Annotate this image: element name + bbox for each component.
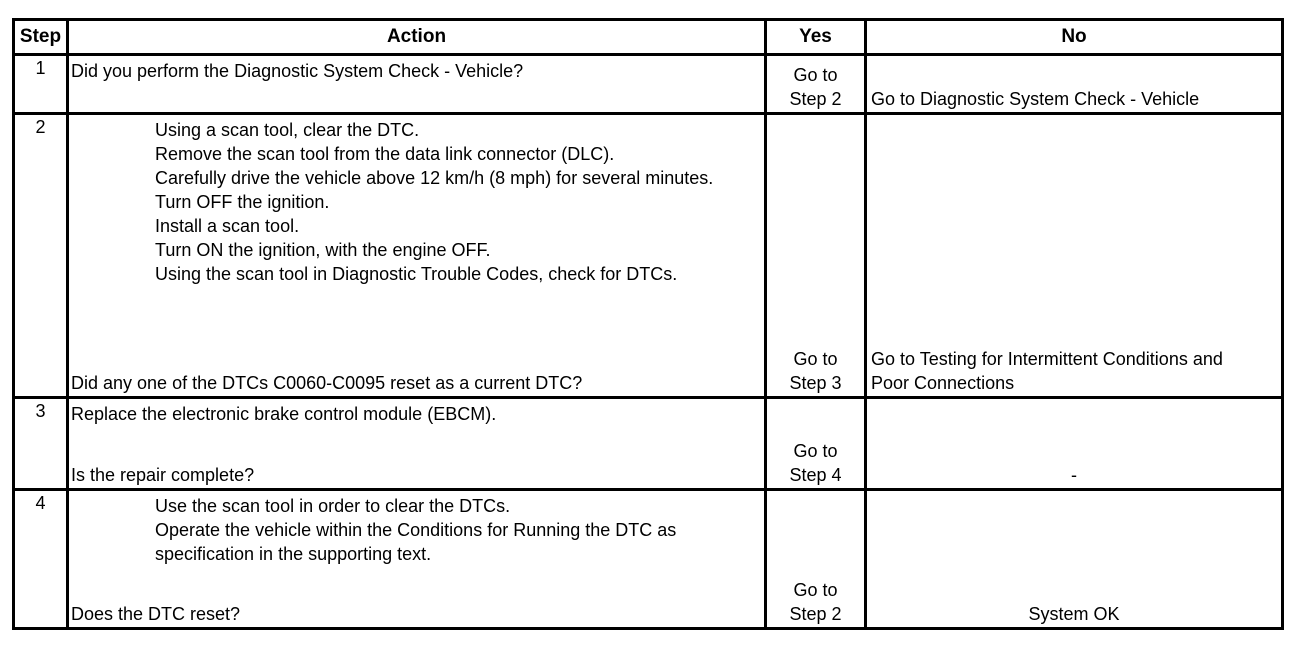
no-cell bbox=[866, 490, 1283, 629]
header-row bbox=[14, 20, 1283, 55]
header-action: Action bbox=[68, 20, 766, 55]
table-row bbox=[14, 55, 1283, 114]
step-number: 2 bbox=[14, 114, 68, 398]
no-text: - bbox=[1071, 465, 1077, 485]
instruction-item: Remove the scan tool from the data link connector (DLC). bbox=[155, 144, 615, 164]
yes-cell bbox=[766, 398, 866, 490]
yes-cell bbox=[766, 114, 866, 398]
yes-line: Go to bbox=[793, 441, 838, 461]
step-number: 4 bbox=[14, 490, 68, 629]
yes-line: Go to bbox=[793, 65, 838, 85]
question-text: Is the repair complete? bbox=[71, 465, 255, 485]
no-text: System OK bbox=[1028, 604, 1120, 624]
action-cell bbox=[68, 398, 766, 490]
question-text: Did any one of the DTCs C0060-C0095 reset as a current DTC? bbox=[71, 373, 583, 393]
diagnostic-table bbox=[12, 18, 1284, 630]
yes-cell bbox=[766, 490, 866, 629]
question-text: Does the DTC reset? bbox=[71, 604, 241, 624]
yes-cell bbox=[766, 55, 866, 114]
no-cell bbox=[866, 55, 1283, 114]
no-cell bbox=[866, 114, 1283, 398]
yes-line: Step 3 bbox=[789, 373, 842, 393]
table-row bbox=[14, 114, 1283, 398]
yes-line: Go to bbox=[793, 349, 838, 369]
lead-text: Replace the electronic brake control module (EBCM). bbox=[71, 404, 497, 424]
instruction-item: Using the scan tool in Diagnostic Trouble Codes, check for DTCs. bbox=[155, 264, 678, 284]
instruction-list bbox=[69, 491, 764, 566]
no-text: Go to Testing for Intermittent Conditions and Poor Connections bbox=[871, 349, 1223, 393]
instruction-item: Use the scan tool in order to clear the DTCs. bbox=[155, 496, 511, 516]
instruction-item: Using a scan tool, clear the DTC. bbox=[155, 120, 420, 140]
step-number: 1 bbox=[14, 55, 68, 114]
table-row bbox=[14, 398, 1283, 490]
yes-line: Step 2 bbox=[789, 89, 842, 109]
action-cell bbox=[68, 114, 766, 398]
instruction-item: Turn ON the ignition, with the engine OFF. bbox=[155, 240, 491, 260]
instruction-item: Carefully drive the vehicle above 12 km/h (8 mph) for several minutes. bbox=[155, 168, 714, 188]
no-cell bbox=[866, 398, 1283, 490]
yes-line: Step 2 bbox=[789, 604, 842, 624]
instruction-item: Install a scan tool. bbox=[155, 216, 300, 236]
action-cell bbox=[68, 55, 766, 114]
instruction-item: Turn OFF the ignition. bbox=[155, 192, 330, 212]
action-cell bbox=[68, 490, 766, 629]
no-text: Go to Diagnostic System Check - Vehicle bbox=[871, 89, 1200, 109]
question-text: Did you perform the Diagnostic System Check - Vehicle? bbox=[71, 61, 524, 81]
header-no: No bbox=[866, 20, 1283, 55]
header-yes: Yes bbox=[766, 20, 866, 55]
table-row bbox=[14, 490, 1283, 629]
instruction-item: Operate the vehicle within the Conditions for Running the DTC as specification in the supporting text. bbox=[155, 520, 677, 564]
header-step: Step bbox=[14, 20, 68, 55]
instruction-list bbox=[69, 115, 764, 286]
yes-line: Step 4 bbox=[789, 465, 842, 485]
yes-line: Go to bbox=[793, 580, 838, 600]
step-number: 3 bbox=[14, 398, 68, 490]
